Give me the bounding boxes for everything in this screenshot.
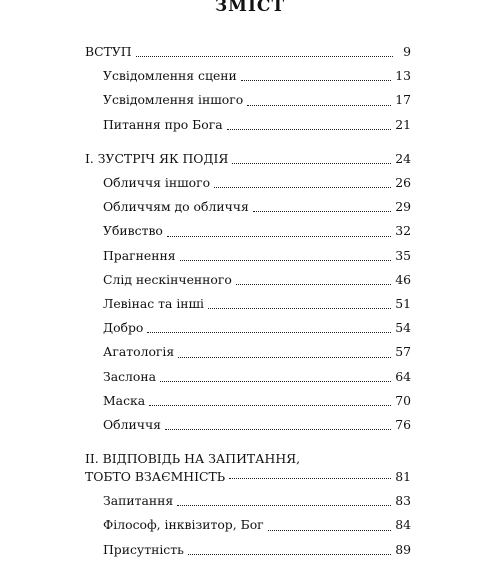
contents-heading: ЗМІСТ [214, 0, 286, 16]
toc-entry[interactable] [85, 64, 411, 88]
page-number: 32 [395, 223, 411, 239]
entry-title: Левінас та інші [103, 296, 205, 312]
toc-entry[interactable] [85, 316, 411, 340]
entry-title: Заслона [103, 368, 157, 384]
dot-leader [167, 236, 391, 237]
entry-title: Присутність [103, 541, 184, 557]
entry-title: Запитання [103, 493, 174, 509]
page-number: 54 [395, 320, 411, 336]
page-number: 35 [395, 247, 411, 263]
table-of-contents [85, 40, 411, 572]
toc-entry[interactable] [85, 365, 411, 389]
page-number: 70 [395, 392, 411, 408]
entry-title: Обличчя [103, 417, 161, 433]
dot-leader [177, 505, 391, 506]
toc-entry-main[interactable] [85, 40, 411, 64]
entry-title: Усвідомлення іншого [103, 92, 244, 108]
dot-leader [247, 105, 391, 106]
toc-entry[interactable] [85, 513, 411, 537]
page-number: 21 [395, 116, 411, 132]
toc-entry[interactable] [85, 340, 411, 364]
entry-title: Маска [103, 392, 146, 408]
page-number: 46 [395, 271, 411, 287]
page-number: 24 [395, 150, 411, 166]
dot-leader [229, 478, 391, 479]
dot-leader [253, 211, 391, 212]
toc-entry[interactable] [85, 413, 411, 437]
page-number: 9 [403, 44, 411, 59]
dot-leader [268, 530, 392, 531]
entry-title: Обличчя іншого [103, 175, 211, 191]
toc-entry[interactable] [85, 244, 411, 268]
page-number: 29 [395, 199, 411, 215]
entry-title: I. ЗУСТРІЧ ЯК ПОДІЯ [85, 150, 229, 166]
entry-title: Усвідомлення сцени [103, 68, 237, 84]
toc-entry-main[interactable] [85, 147, 411, 171]
toc-section-part-2 [85, 447, 411, 562]
page-number: 57 [395, 344, 411, 360]
toc-section-intro [85, 40, 411, 137]
entry-title: ВСТУП [85, 44, 132, 59]
entry-title: Убивство [103, 223, 163, 239]
entry-title: Обличчям до обличчя [103, 199, 249, 215]
dot-leader [160, 381, 391, 382]
dot-leader [178, 357, 391, 358]
page-number: 26 [395, 175, 411, 191]
toc-entry[interactable] [85, 268, 411, 292]
toc-entry[interactable] [85, 171, 411, 195]
page-number: 89 [395, 541, 411, 557]
toc-entry[interactable] [85, 489, 411, 513]
dot-leader [136, 56, 393, 57]
entry-title: Питання про Бога [103, 116, 223, 132]
dot-leader [227, 129, 392, 130]
dot-leader [188, 554, 391, 555]
toc-entry[interactable] [85, 292, 411, 316]
entry-title-line-1: II. ВІДПОВІДЬ НА ЗАПИТАННЯ, [85, 451, 301, 467]
entry-title: Слід нескінченного [103, 271, 232, 287]
entry-title: Прагнення [103, 247, 176, 263]
toc-entry[interactable] [85, 88, 411, 112]
page-number: 81 [395, 469, 411, 485]
page-number: 13 [395, 68, 411, 84]
entry-title: Агатологія [103, 344, 175, 360]
page-number: 17 [395, 92, 411, 108]
entry-title: Добро [103, 320, 144, 336]
page-number: 76 [395, 417, 411, 433]
dot-leader [241, 80, 391, 81]
entry-title: Філософ, інквізитор, Бог [103, 517, 264, 533]
toc-entry[interactable] [85, 195, 411, 219]
page-number: 83 [395, 493, 411, 509]
toc-section-part-1 [85, 147, 411, 437]
dot-leader [232, 163, 391, 164]
dot-leader [147, 332, 391, 333]
toc-entry[interactable] [85, 219, 411, 243]
dot-leader [208, 308, 391, 309]
page-number: 84 [395, 517, 411, 533]
toc-entry[interactable] [85, 538, 411, 562]
dot-leader [165, 429, 391, 430]
dot-leader [214, 187, 391, 188]
dot-leader [236, 284, 391, 285]
entry-title-line-2: ТОБТО ВЗАЄМНІСТЬ [85, 469, 226, 485]
page-number: 64 [395, 368, 411, 384]
toc-entry-main[interactable] [85, 447, 411, 489]
dot-leader [149, 405, 391, 406]
toc-entry[interactable] [85, 389, 411, 413]
page-number: 51 [395, 296, 411, 312]
dot-leader [180, 260, 392, 261]
toc-entry[interactable] [85, 113, 411, 137]
